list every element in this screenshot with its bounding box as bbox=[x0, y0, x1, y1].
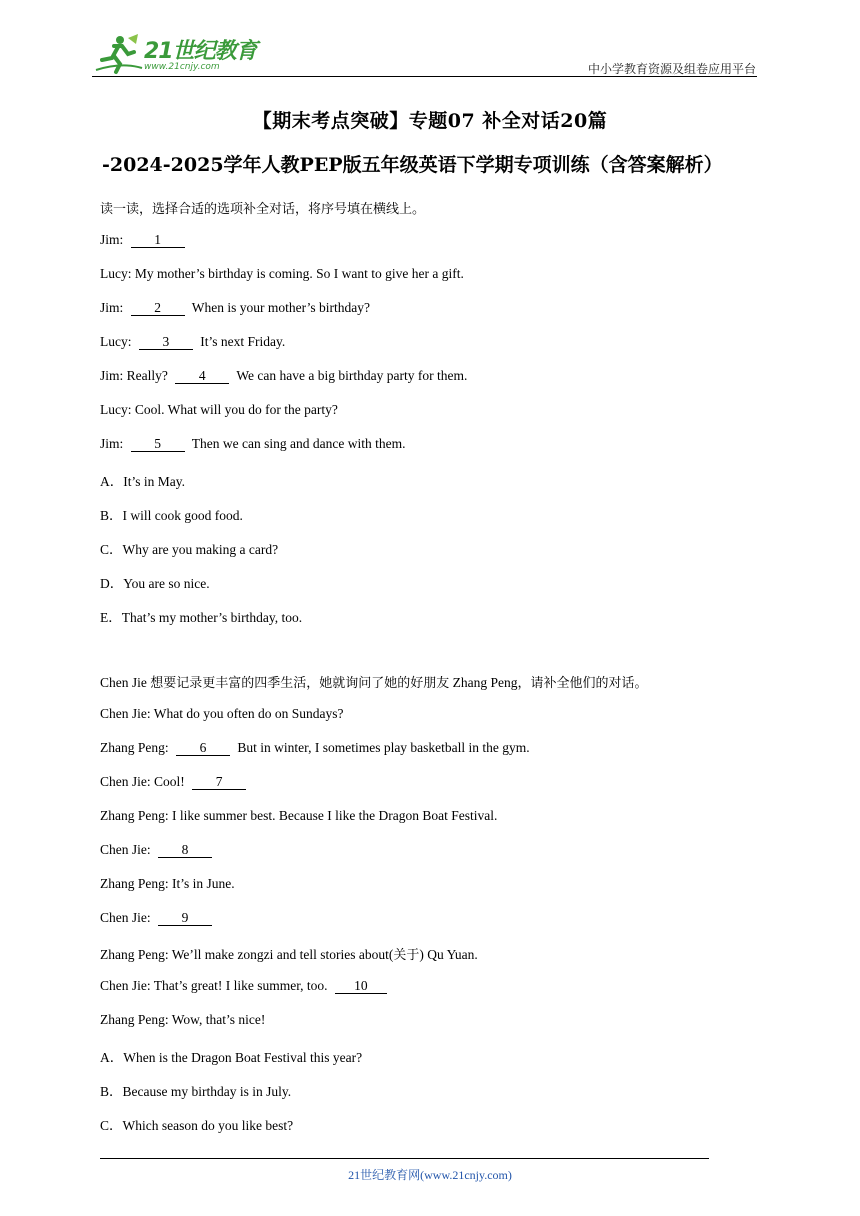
answer-blank[interactable]: 7 bbox=[192, 775, 246, 790]
page-subtitle: -2024-2025学年人教PEP版五年级英语下学期专项训练（含答案解析） bbox=[102, 154, 723, 176]
answer-blank[interactable]: 9 bbox=[158, 911, 212, 926]
answer-blank[interactable]: 1 bbox=[131, 233, 185, 248]
answer-blank[interactable]: 4 bbox=[175, 369, 229, 384]
page-header bbox=[92, 30, 756, 78]
option-item: A．It’s in May. bbox=[100, 474, 185, 489]
dialogue-line: Chen Jie: That’s great! I like summer, too. 10 bbox=[100, 978, 391, 994]
dialogue-line: Zhang Peng: 6 But in winter, I sometimes play basketball in the gym. bbox=[100, 740, 530, 755]
section1-instruction: 读一读，选择合适的选项补全对话，将序号填在横线上。 bbox=[100, 202, 426, 217]
dialogue-line: Zhang Peng: We’ll make zongzi and tell stories about(关于) Qu Yuan. bbox=[100, 947, 478, 963]
footer-link[interactable]: 21世纪教育网(www.21cnjy.com) bbox=[348, 1168, 512, 1182]
header-platform-text: 中小学教育资源及组卷应用平台 bbox=[587, 62, 756, 76]
site-logo bbox=[92, 32, 262, 76]
answer-blank[interactable]: 5 bbox=[131, 437, 185, 452]
dialogue-line: Chen Jie: What do you often do on Sundays? bbox=[100, 706, 344, 721]
footer-divider bbox=[100, 1158, 709, 1159]
answer-blank[interactable]: 8 bbox=[158, 843, 212, 858]
dialogue-line: Jim: 2 When is your mother’s birthday? bbox=[100, 300, 370, 315]
dialogue-line: Lucy: 3 It’s next Friday. bbox=[100, 334, 286, 349]
option-item: E．That’s my mother’s birthday, too. bbox=[100, 610, 303, 625]
answer-blank[interactable]: 10 bbox=[335, 979, 387, 994]
option-item: C．Why are you making a card? bbox=[100, 542, 279, 557]
option-item: B．I will cook good food. bbox=[100, 508, 243, 523]
header-divider bbox=[92, 76, 757, 77]
option-item: C．Which season do you like best? bbox=[100, 1118, 294, 1133]
dialogue-line: Chen Jie: 8 bbox=[100, 842, 216, 858]
dialogue-line: Zhang Peng: Wow, that’s nice! bbox=[100, 1012, 266, 1027]
dialogue-line: Jim: 5 Then we can sing and dance with them. bbox=[100, 436, 406, 451]
answer-blank[interactable]: 3 bbox=[139, 335, 193, 350]
answer-blank[interactable]: 6 bbox=[176, 741, 230, 756]
option-item: D．You are so nice. bbox=[100, 576, 210, 591]
dialogue-line: Zhang Peng: It’s in June. bbox=[100, 876, 235, 891]
section2-intro: Chen Jie 想要记录更丰富的四季生活，她就询问了她的好朋友 Zhang Peng，请补全他们的对话。 bbox=[100, 675, 648, 691]
answer-blank[interactable]: 2 bbox=[131, 301, 185, 316]
dialogue-line: Jim: 1 bbox=[100, 232, 189, 248]
dialogue-line: Lucy: My mother’s birthday is coming. So I want to give her a gift. bbox=[100, 266, 464, 281]
dialogue-line: Zhang Peng: I like summer best. Because I like the Dragon Boat Festival. bbox=[100, 808, 498, 823]
option-item: A．When is the Dragon Boat Festival this year? bbox=[100, 1050, 363, 1065]
page-title: 【期末考点突破】专题07 补全对话20篇 bbox=[252, 110, 608, 132]
dialogue-line: Jim: Really? 4 We can have a big birthday party for them. bbox=[100, 368, 468, 383]
dialogue-line: Chen Jie: 9 bbox=[100, 910, 216, 926]
logo-url: www.21cnjy.com bbox=[144, 62, 220, 72]
dialogue-line: Chen Jie: Cool! 7 bbox=[100, 774, 250, 790]
option-item: B．Because my birthday is in July. bbox=[100, 1084, 292, 1099]
dialogue-line: Lucy: Cool. What will you do for the party? bbox=[100, 402, 338, 417]
logo-text: 21世纪教育 bbox=[144, 39, 257, 64]
